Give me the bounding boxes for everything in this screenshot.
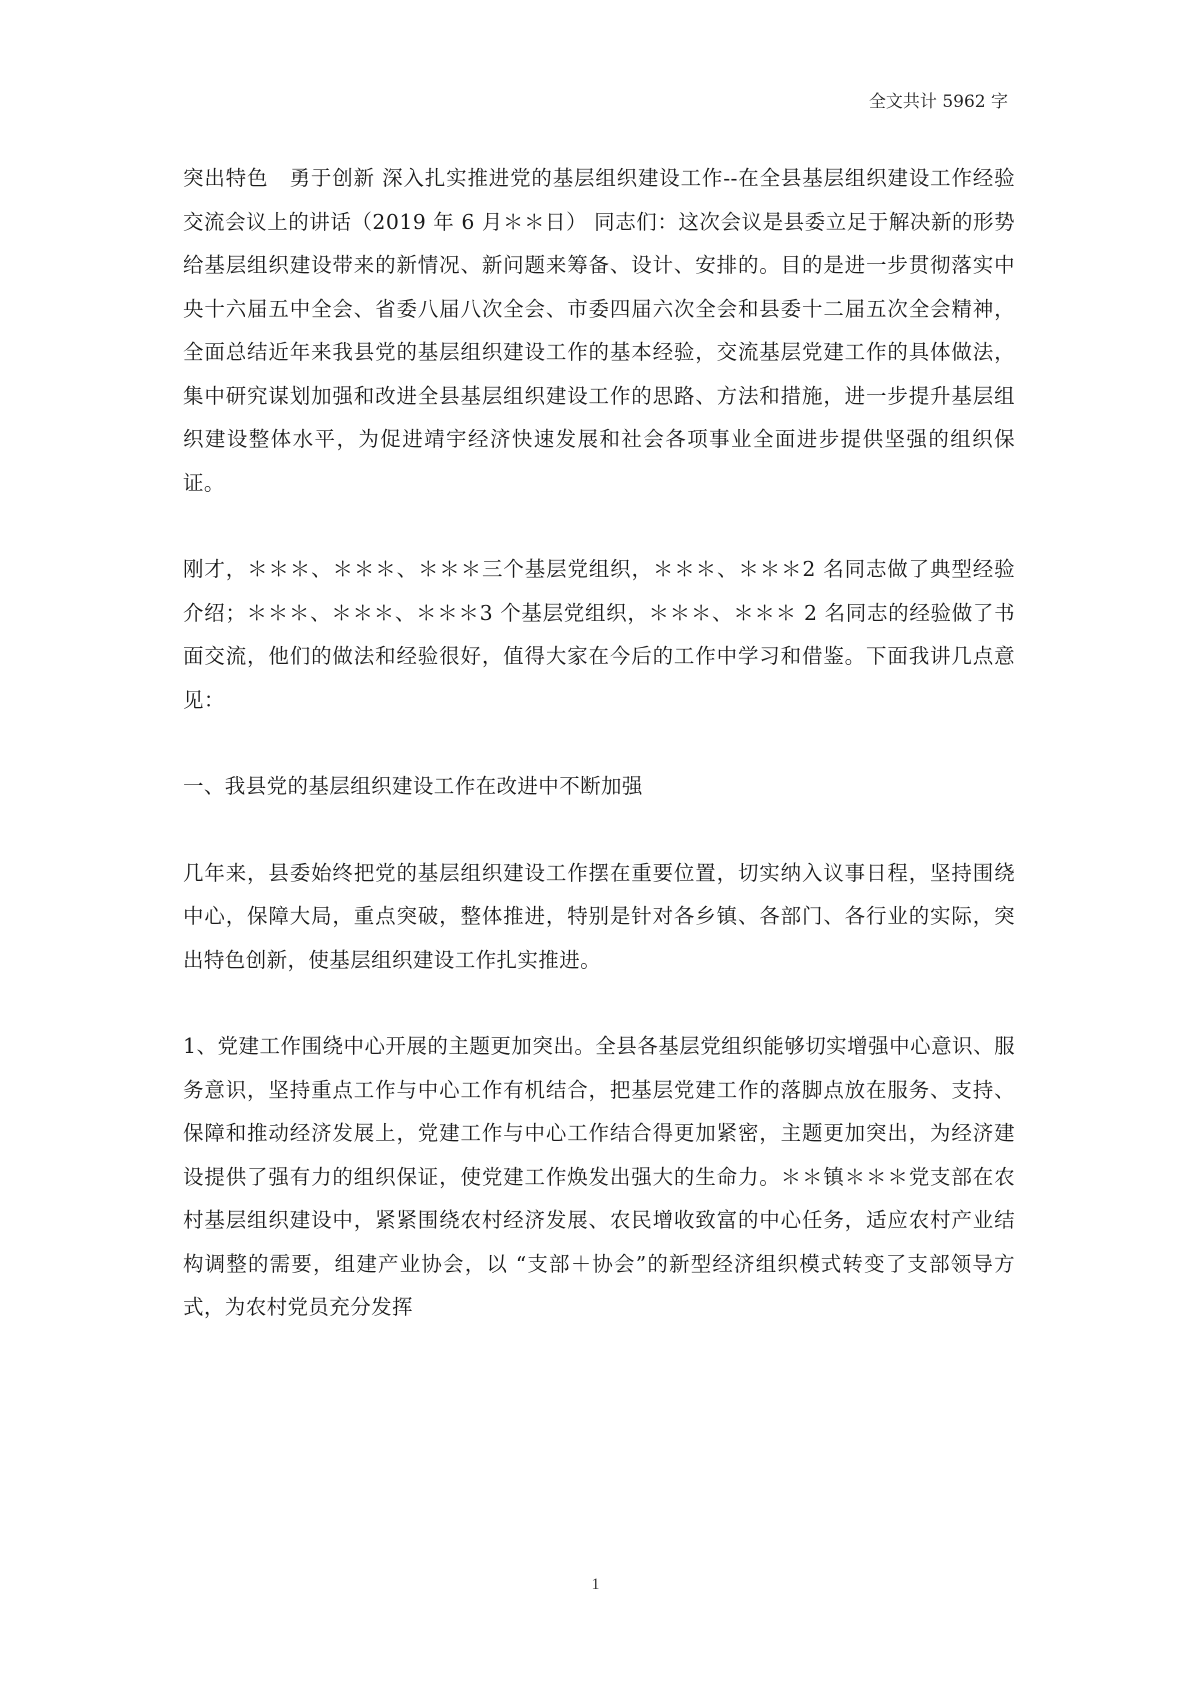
paragraph-summary: 几年来，县委始终把党的基层组织建设工作摆在重要位置，切实纳入议事日程，坚持围绕中心，保障大局，重点突破，整体推进，特别是针对各乡镇、各部门、各行业的实际，突出特色创新，使基层组织建设工作扎实推进。 [183, 860, 1015, 972]
document-body [183, 157, 1015, 1330]
paragraph-experience-exchange: 刚才，＊＊＊、＊＊＊、＊＊＊三个基层党组织，＊＊＊、＊＊＊2 名同志做了典型经验介绍；＊＊＊、＊＊＊、＊＊＊3 个基层党组织，＊＊＊、＊＊＊ 2 名同志的经验做了书面交流，他们的做法和经验很好，值得大家在今后的工作中学习和借鉴。下面我讲几点意见： [183, 557, 1015, 712]
paragraph-title-intro: 突出特色 勇于创新 深入扎实推进党的基层组织建设工作--在全县基层组织建设工作经验交流会议上的讲话（2019 年 6 月＊＊日） 同志们：这次会议是县委立足于解决新的形势给基层组织建设带来的新情况、新问题来筹备、设计、安排的。目的是进一步贯彻落实中央十六届五中全会、省委八届八次全会、市委四届六次全会和县委十二届五次全会精神，全面总结近年来我县党的基层组织建设工作的基本经验，交流基层党建工作的具体做法，集中研究谋划加强和改进全县基层组织建设工作的思路、方法和措施，进一步提升基层组织建设整体水平，为促进靖宇经济快速发展和社会各项事业全面进步提供坚强的组织保证。 [183, 166, 1015, 495]
paragraph-point-1: 1、党建工作围绕中心开展的主题更加突出。全县各基层党组织能够切实增强中心意识、服务意识，坚持重点工作与中心工作有机结合，把基层党建工作的落脚点放在服务、支持、保障和推动经济发展上，党建工作与中心工作结合得更加紧密，主题更加突出，为经济建设提供了强有力的组织保证，使党建工作焕发出强大的生命力。＊＊镇＊＊＊党支部在农村基层组织建设中，紧紧围绕农村经济发展、农民增收致富的中心任务，适应农村产业结构调整的需要，组建产业协会，以 “支部＋协会”的新型经济组织模式转变了支部领导方式，为农村党员充分发挥 [183, 1034, 1015, 1319]
page-number: 1 [591, 1576, 600, 1593]
section-heading-1: 一、我县党的基层组织建设工作在改进中不断加强 [183, 774, 643, 798]
word-count-label: 全文共计 5962 字 [868, 92, 1008, 112]
